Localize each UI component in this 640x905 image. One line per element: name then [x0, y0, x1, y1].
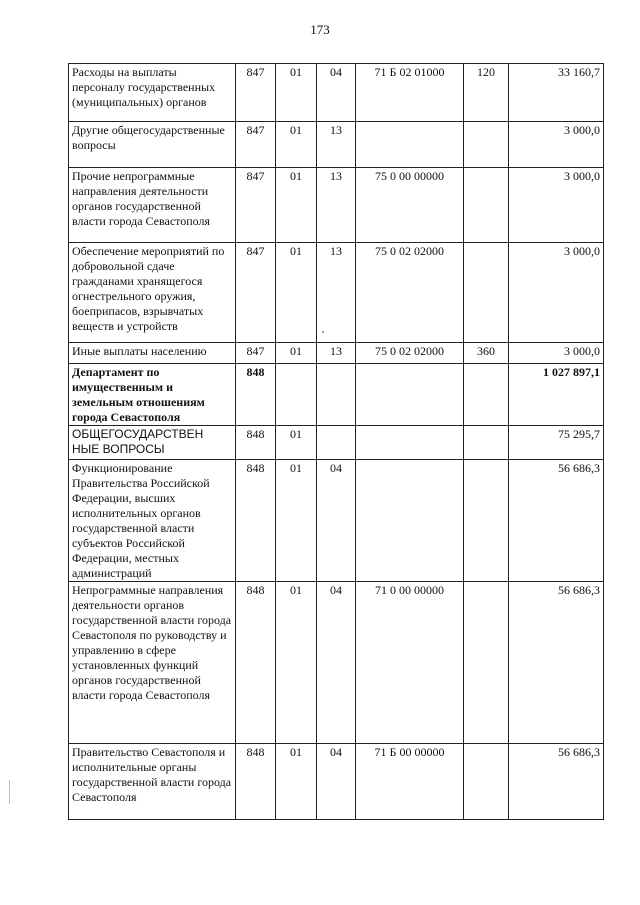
row-section-code: 01	[276, 243, 317, 343]
row-amount: 3 000,0	[509, 343, 604, 364]
table-row	[69, 343, 604, 364]
row-ved-code: 847	[236, 122, 276, 168]
row-target-article: 71 Б 00 00000	[356, 744, 464, 820]
scan-margin-mark	[9, 780, 10, 804]
row-subsection-code: 04	[317, 64, 356, 122]
table-row	[69, 744, 604, 820]
row-ved-code: 847	[236, 243, 276, 343]
row-name: Обеспечение мероприятий по добровольной сдаче гражданами хранящегося огнестрельного оружия, боеприпасов, взрывчатых веществ и устройств	[69, 243, 236, 343]
row-amount: 3 000,0	[509, 122, 604, 168]
row-amount: 1 027 897,1	[509, 364, 604, 426]
row-subsection-code: 13	[317, 343, 356, 364]
row-subsection-code: 04	[317, 744, 356, 820]
row-name: Функционирование Правительства Российской Федерации, высших исполнительных органов государственной власти субъектов Российской Федерации, местных администраций	[69, 460, 236, 582]
row-subsection-code: 13	[317, 122, 356, 168]
row-section-code: 01	[276, 122, 317, 168]
row-ved-code: 847	[236, 168, 276, 243]
row-expense-type	[464, 243, 509, 343]
row-section-code: 01	[276, 343, 317, 364]
row-name: Другие общегосударственные вопросы	[69, 122, 236, 168]
row-subsection-code: 13	[317, 243, 356, 343]
row-target-article: 75 0 02 02000	[356, 243, 464, 343]
row-ved-code: 847	[236, 343, 276, 364]
table-row	[69, 168, 604, 243]
row-expense-type: 360	[464, 343, 509, 364]
row-ved-code: 848	[236, 460, 276, 582]
row-name: ОБЩЕГОСУДАРСТВЕН НЫЕ ВОПРОСЫ	[69, 426, 236, 460]
row-section-code: 01	[276, 460, 317, 582]
row-section-code	[276, 364, 317, 426]
row-amount: 75 295,7	[509, 426, 604, 460]
row-name: Расходы на выплаты персоналу государственных (муниципальных) органов	[69, 64, 236, 122]
row-expense-type	[464, 582, 509, 744]
row-name: Правительство Севастополя и исполнительные органы государственной власти города Севастополя	[69, 744, 236, 820]
row-name: Иные выплаты населению	[69, 343, 236, 364]
row-amount: 3 000,0	[509, 243, 604, 343]
table-row	[69, 64, 604, 122]
scan-speck	[322, 331, 324, 333]
table-row	[69, 582, 604, 744]
row-expense-type	[464, 122, 509, 168]
row-expense-type: 120	[464, 64, 509, 122]
row-subsection-code: 13	[317, 168, 356, 243]
row-target-article	[356, 460, 464, 582]
row-target-article: 75 0 02 02000	[356, 343, 464, 364]
row-subsection-code	[317, 426, 356, 460]
row-subsection-code: 04	[317, 582, 356, 744]
row-target-article: 75 0 00 00000	[356, 168, 464, 243]
table-row	[69, 122, 604, 168]
row-expense-type	[464, 364, 509, 426]
row-subsection-code: 04	[317, 460, 356, 582]
table-row	[69, 243, 604, 343]
row-amount: 33 160,7	[509, 64, 604, 122]
row-target-article	[356, 426, 464, 460]
page-number: 173	[310, 22, 330, 37]
table-row-section	[69, 426, 604, 460]
table-row	[69, 460, 604, 582]
row-expense-type	[464, 168, 509, 243]
row-ved-code: 847	[236, 64, 276, 122]
row-section-code: 01	[276, 64, 317, 122]
budget-table	[68, 63, 604, 820]
row-section-code: 01	[276, 426, 317, 460]
row-name: Прочие непрограммные направления деятельности органов государственной власти города Севастополя	[69, 168, 236, 243]
row-ved-code: 848	[236, 426, 276, 460]
row-ved-code: 848	[236, 582, 276, 744]
row-section-code: 01	[276, 582, 317, 744]
row-ved-code: 848	[236, 364, 276, 426]
row-amount: 56 686,3	[509, 582, 604, 744]
row-expense-type	[464, 426, 509, 460]
row-target-article	[356, 364, 464, 426]
row-target-article: 71 Б 02 01000	[356, 64, 464, 122]
table-row-department	[69, 364, 604, 426]
row-expense-type	[464, 744, 509, 820]
row-name: Департамент по имущественным и земельным отношениям города Севастополя	[69, 364, 236, 426]
row-section-code: 01	[276, 744, 317, 820]
row-name: Непрограммные направления деятельности органов государственной власти города Севастополя по руководству и управлению в сфере установленных функций органов государственной власти города Севастополя	[69, 582, 236, 744]
row-expense-type	[464, 460, 509, 582]
row-subsection-code	[317, 364, 356, 426]
row-target-article: 71 0 00 00000	[356, 582, 464, 744]
row-section-code: 01	[276, 168, 317, 243]
row-amount: 56 686,3	[509, 460, 604, 582]
row-target-article	[356, 122, 464, 168]
row-ved-code: 848	[236, 744, 276, 820]
row-amount: 56 686,3	[509, 744, 604, 820]
row-amount: 3 000,0	[509, 168, 604, 243]
